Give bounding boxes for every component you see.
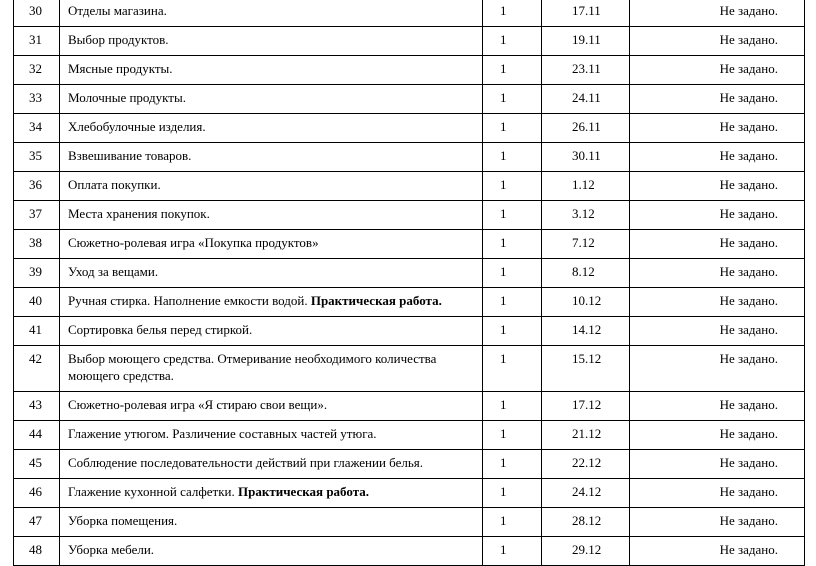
- lesson-topic-text: Уход за вещами.: [68, 264, 159, 279]
- lesson-number: 36: [14, 172, 60, 201]
- lesson-topic-text: Глажение утюгом. Различение составных частей утюга.: [68, 426, 377, 441]
- lesson-topic-text: Ручная стирка. Наполнение емкости водой.: [68, 293, 311, 308]
- lesson-plan-body: [14, 0, 805, 566]
- lesson-status: Не задано.: [630, 172, 805, 201]
- lesson-number: 42: [14, 346, 60, 392]
- lesson-date: 17.11: [542, 0, 630, 27]
- lesson-number: 43: [14, 392, 60, 421]
- lesson-status: Не задано.: [630, 317, 805, 346]
- lesson-hours: 1: [483, 85, 542, 114]
- lesson-topic: [60, 346, 483, 392]
- table-row: [14, 450, 805, 479]
- lesson-number: 30: [14, 0, 60, 27]
- lesson-hours: 1: [483, 421, 542, 450]
- table-row: [14, 114, 805, 143]
- lesson-date: 7.12: [542, 230, 630, 259]
- lesson-plan-table: [13, 0, 805, 566]
- lesson-topic: [60, 479, 483, 508]
- lesson-hours: 1: [483, 143, 542, 172]
- lesson-hours: 1: [483, 172, 542, 201]
- lesson-date: 29.12: [542, 537, 630, 566]
- table-row: [14, 259, 805, 288]
- table-row: [14, 421, 805, 450]
- lesson-date: 28.12: [542, 508, 630, 537]
- lesson-date: 1.12: [542, 172, 630, 201]
- lesson-number: 41: [14, 317, 60, 346]
- lesson-hours: 1: [483, 201, 542, 230]
- table-row: [14, 317, 805, 346]
- lesson-hours: 1: [483, 317, 542, 346]
- lesson-status: Не задано.: [630, 288, 805, 317]
- lesson-topic: [60, 421, 483, 450]
- table-row: [14, 230, 805, 259]
- lesson-status: Не задано.: [630, 259, 805, 288]
- lesson-date: 17.12: [542, 392, 630, 421]
- lesson-status: Не задано.: [630, 114, 805, 143]
- lesson-date: 24.11: [542, 85, 630, 114]
- lesson-topic-text: Отделы магазина.: [68, 3, 167, 18]
- lesson-topic: [60, 201, 483, 230]
- table-row: [14, 172, 805, 201]
- lesson-hours: 1: [483, 27, 542, 56]
- lesson-topic-text: Сюжетно-ролевая игра «Покупка продуктов»: [68, 235, 319, 250]
- lesson-status: Не задано.: [630, 421, 805, 450]
- lesson-status: Не задано.: [630, 201, 805, 230]
- lesson-topic: [60, 230, 483, 259]
- lesson-number: 38: [14, 230, 60, 259]
- table-row: [14, 0, 805, 27]
- table-row: [14, 27, 805, 56]
- lesson-topic-bold: Практическая работа.: [310, 293, 442, 308]
- lesson-status: Не задано.: [630, 56, 805, 85]
- lesson-topic: [60, 392, 483, 421]
- lesson-topic: [60, 450, 483, 479]
- lesson-topic: [60, 508, 483, 537]
- lesson-hours: 1: [483, 288, 542, 317]
- lesson-topic: [60, 114, 483, 143]
- lesson-hours: 1: [483, 392, 542, 421]
- table-row: [14, 479, 805, 508]
- lesson-topic-text: Мясные продукты.: [68, 61, 173, 76]
- table-row: [14, 56, 805, 85]
- lesson-status: Не задано.: [630, 392, 805, 421]
- lesson-topic-text: Хлебобулочные изделия.: [68, 119, 206, 134]
- lesson-topic-text: Места хранения покупок.: [68, 206, 210, 221]
- lesson-date: 10.12: [542, 288, 630, 317]
- lesson-date: 3.12: [542, 201, 630, 230]
- lesson-topic-text: Уборка помещения.: [68, 513, 178, 528]
- table-row: [14, 85, 805, 114]
- lesson-topic-text: Уборка мебели.: [68, 542, 155, 557]
- lesson-hours: 1: [483, 114, 542, 143]
- lesson-topic: [60, 143, 483, 172]
- lesson-date: 15.12: [542, 346, 630, 392]
- lesson-topic: [60, 537, 483, 566]
- lesson-topic-bold: Практическая работа.: [238, 484, 370, 499]
- lesson-status: Не задано.: [630, 27, 805, 56]
- lesson-hours: 1: [483, 508, 542, 537]
- lesson-number: 35: [14, 143, 60, 172]
- lesson-date: 19.11: [542, 27, 630, 56]
- lesson-number: 39: [14, 259, 60, 288]
- lesson-topic-text: Взвешивание товаров.: [68, 148, 192, 163]
- table-row: [14, 346, 805, 392]
- lesson-topic: [60, 172, 483, 201]
- lesson-hours: 1: [483, 230, 542, 259]
- lesson-topic: [60, 27, 483, 56]
- lesson-number: 44: [14, 421, 60, 450]
- lesson-status: Не задано.: [630, 537, 805, 566]
- lesson-topic-text: Оплата покупки.: [68, 177, 161, 192]
- lesson-hours: 1: [483, 537, 542, 566]
- lesson-status: Не задано.: [630, 450, 805, 479]
- lesson-number: 34: [14, 114, 60, 143]
- lesson-number: 40: [14, 288, 60, 317]
- lesson-date: 22.12: [542, 450, 630, 479]
- lesson-date: 24.12: [542, 479, 630, 508]
- lesson-topic-text: Выбор моющего средства. Отмеривание необходимого количества моющего средства.: [68, 351, 437, 383]
- lesson-number: 32: [14, 56, 60, 85]
- lesson-topic-text: Выбор продуктов.: [68, 32, 169, 47]
- lesson-hours: 1: [483, 346, 542, 392]
- lesson-topic: [60, 317, 483, 346]
- lesson-hours: 1: [483, 479, 542, 508]
- lesson-hours: 1: [483, 0, 542, 27]
- table-row: [14, 537, 805, 566]
- lesson-number: 46: [14, 479, 60, 508]
- lesson-hours: 1: [483, 56, 542, 85]
- table-row: [14, 508, 805, 537]
- lesson-topic: [60, 85, 483, 114]
- lesson-date: 8.12: [542, 259, 630, 288]
- lesson-date: 21.12: [542, 421, 630, 450]
- lesson-number: 47: [14, 508, 60, 537]
- lesson-number: 48: [14, 537, 60, 566]
- lesson-topic: [60, 0, 483, 27]
- lesson-number: 33: [14, 85, 60, 114]
- table-row: [14, 143, 805, 172]
- lesson-number: 45: [14, 450, 60, 479]
- lesson-topic-text: Молочные продукты.: [68, 90, 186, 105]
- table-row: [14, 392, 805, 421]
- lesson-date: 30.11: [542, 143, 630, 172]
- lesson-status: Не задано.: [630, 346, 805, 392]
- lesson-status: Не задано.: [630, 85, 805, 114]
- lesson-number: 37: [14, 201, 60, 230]
- lesson-hours: 1: [483, 259, 542, 288]
- lesson-topic-text: Сортировка белья перед стиркой.: [68, 322, 253, 337]
- lesson-hours: 1: [483, 450, 542, 479]
- lesson-status: Не задано.: [630, 230, 805, 259]
- lesson-date: 14.12: [542, 317, 630, 346]
- lesson-topic: [60, 56, 483, 85]
- table-row: [14, 288, 805, 317]
- lesson-number: 31: [14, 27, 60, 56]
- lesson-topic: [60, 259, 483, 288]
- lesson-status: Не задано.: [630, 0, 805, 27]
- table-row: [14, 201, 805, 230]
- lesson-status: Не задано.: [630, 143, 805, 172]
- lesson-topic-text: Соблюдение последовательности действий при глажении белья.: [68, 455, 424, 470]
- lesson-status: Не задано.: [630, 479, 805, 508]
- lesson-topic: [60, 288, 483, 317]
- lesson-date: 23.11: [542, 56, 630, 85]
- lesson-status: Не задано.: [630, 508, 805, 537]
- lesson-topic-text: Глажение кухонной салфетки.: [68, 484, 239, 499]
- lesson-topic-text: Сюжетно-ролевая игра «Я стираю свои вещи».: [68, 397, 328, 412]
- lesson-date: 26.11: [542, 114, 630, 143]
